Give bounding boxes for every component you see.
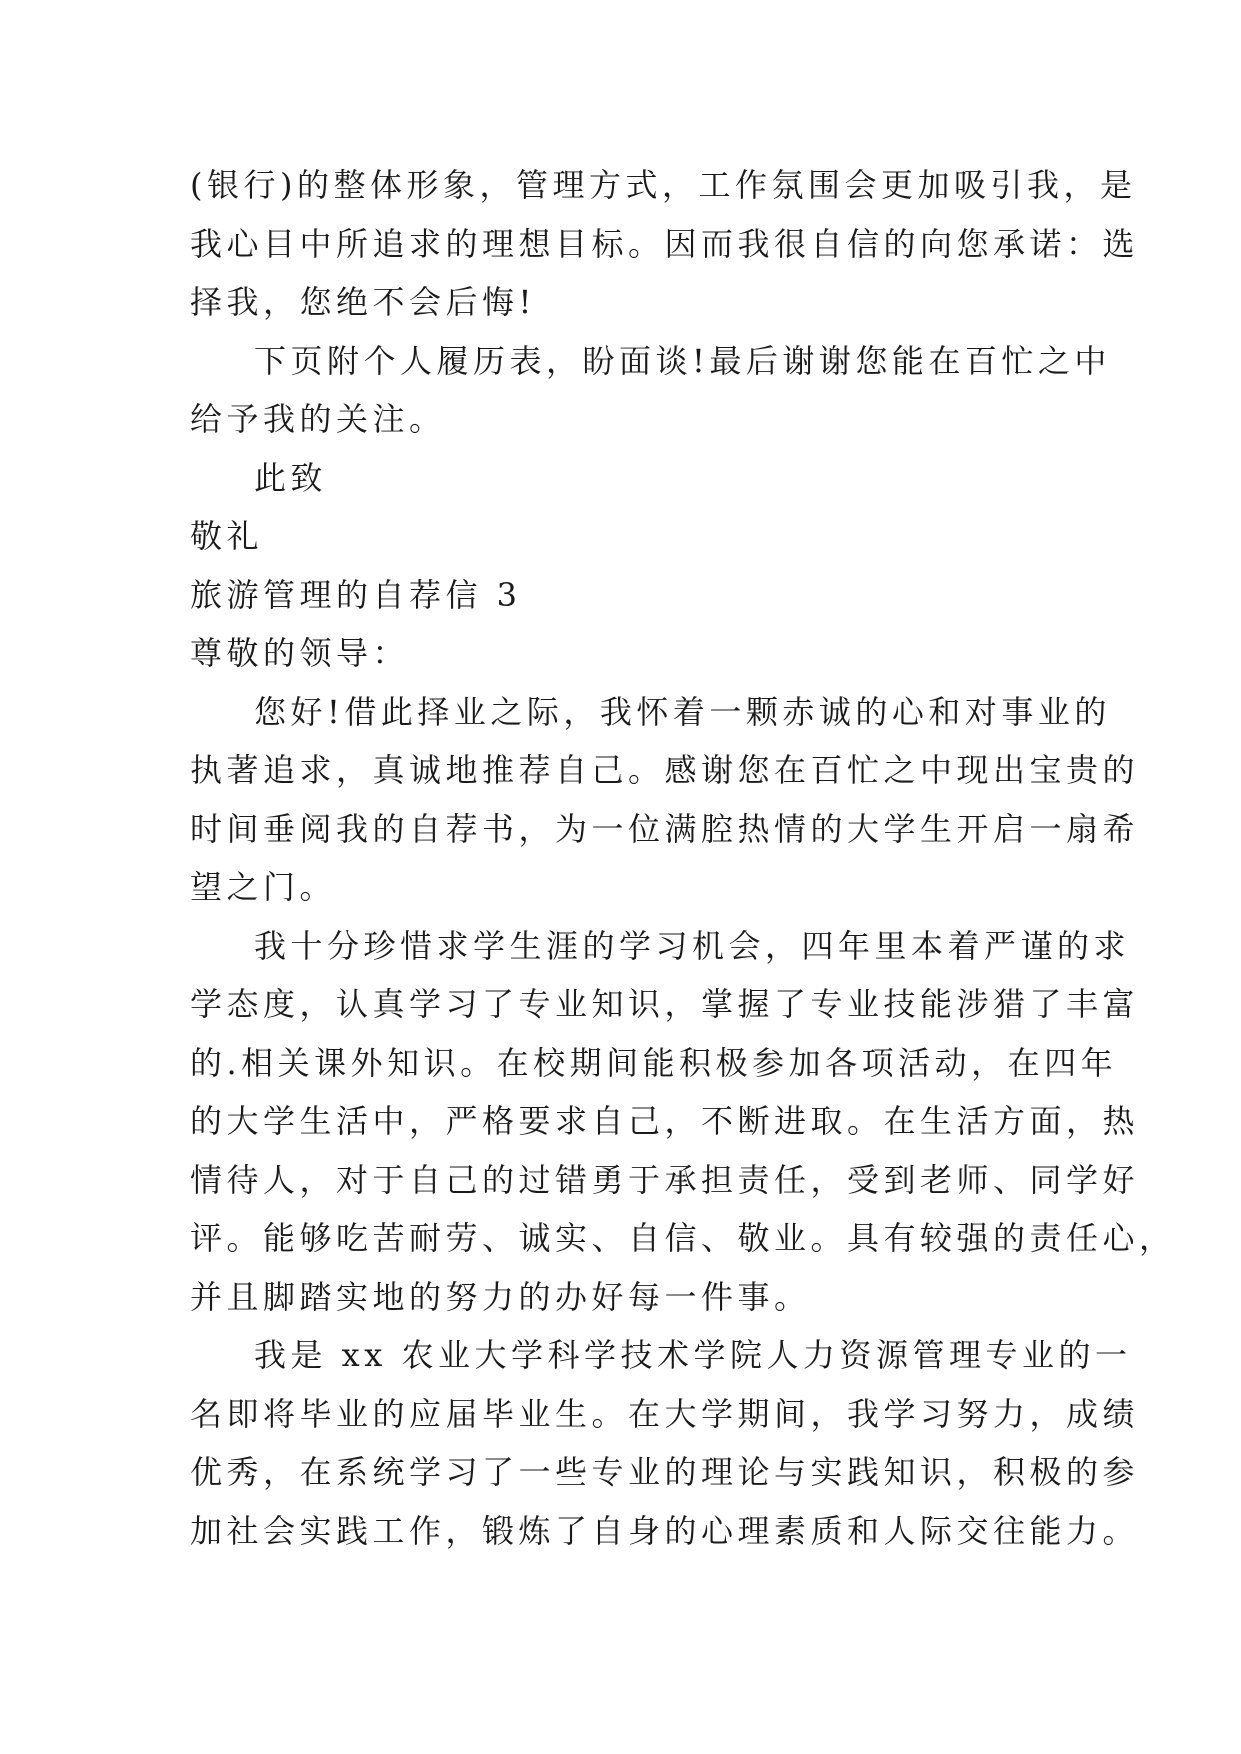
text-line: 给予我的关注。	[190, 400, 446, 438]
text-line: 您好!借此择业之际，我怀着一颗赤诚的心和对事业的	[254, 692, 1111, 731]
text-line: 执著追求，真诚地推荐自己。感谢您在百忙之中现出宝贵的	[190, 751, 1140, 789]
text-line: 的.相关课外知识。在校期间能积极参加各项活动，在四年	[190, 1043, 1118, 1082]
salutation: 尊敬的领导：	[190, 634, 410, 672]
closing-regards: 此致	[254, 458, 328, 497]
text-line: 学态度，认真学习了专业知识，掌握了专业技能涉猎了丰富	[190, 985, 1140, 1023]
text-line: 下页附个人履历表，盼面谈!最后谢谢您能在百忙之中	[254, 341, 1111, 380]
text-line: 评。能够吃苦耐劳、诚实、自信、敬业。具有较强的责任心，	[190, 1219, 1176, 1257]
text-line: 优秀，在系统学习了一些专业的理论与实践知识，积极的参	[190, 1453, 1140, 1491]
letter-body	[190, 156, 1176, 1560]
text-line: 时间垂阅我的自荐书，为一位满腔热情的大学生开启一扇希	[190, 809, 1140, 848]
text-line: 我十分珍惜求学生涯的学习机会，四年里本着严谨的求	[254, 926, 1131, 965]
text-line: 望之门。	[190, 868, 337, 906]
text-line: 择我，您绝不会后悔!	[190, 283, 536, 321]
text-line: 加社会实践工作，锻炼了自身的心理素质和人际交往能力。	[190, 1511, 1140, 1550]
text-line: 情待人，对于自己的过错勇于承担责任，受到老师、同学好	[190, 1160, 1140, 1199]
text-line: 我心目中所追求的理想目标。因而我很自信的向您承诺：选	[190, 224, 1140, 263]
text-line: 并且脚踏实地的努力的办好每一件事。	[190, 1277, 811, 1316]
text-line: 名即将毕业的应届毕业生。在大学期间，我学习努力，成绩	[190, 1394, 1140, 1433]
closing-salute: 敬礼	[190, 517, 264, 555]
letter-heading: 旅游管理的自荐信 3	[190, 575, 522, 614]
text-line: (银行)的整体形象，管理方式，工作氛围会更加吸引我，是	[190, 166, 1137, 204]
text-line: 的大学生活中，严格要求自己，不断进取。在生活方面，热	[190, 1102, 1140, 1140]
text-line: 我是 xx 农业大学科学技术学院人力资源管理专业的一	[254, 1336, 1132, 1374]
